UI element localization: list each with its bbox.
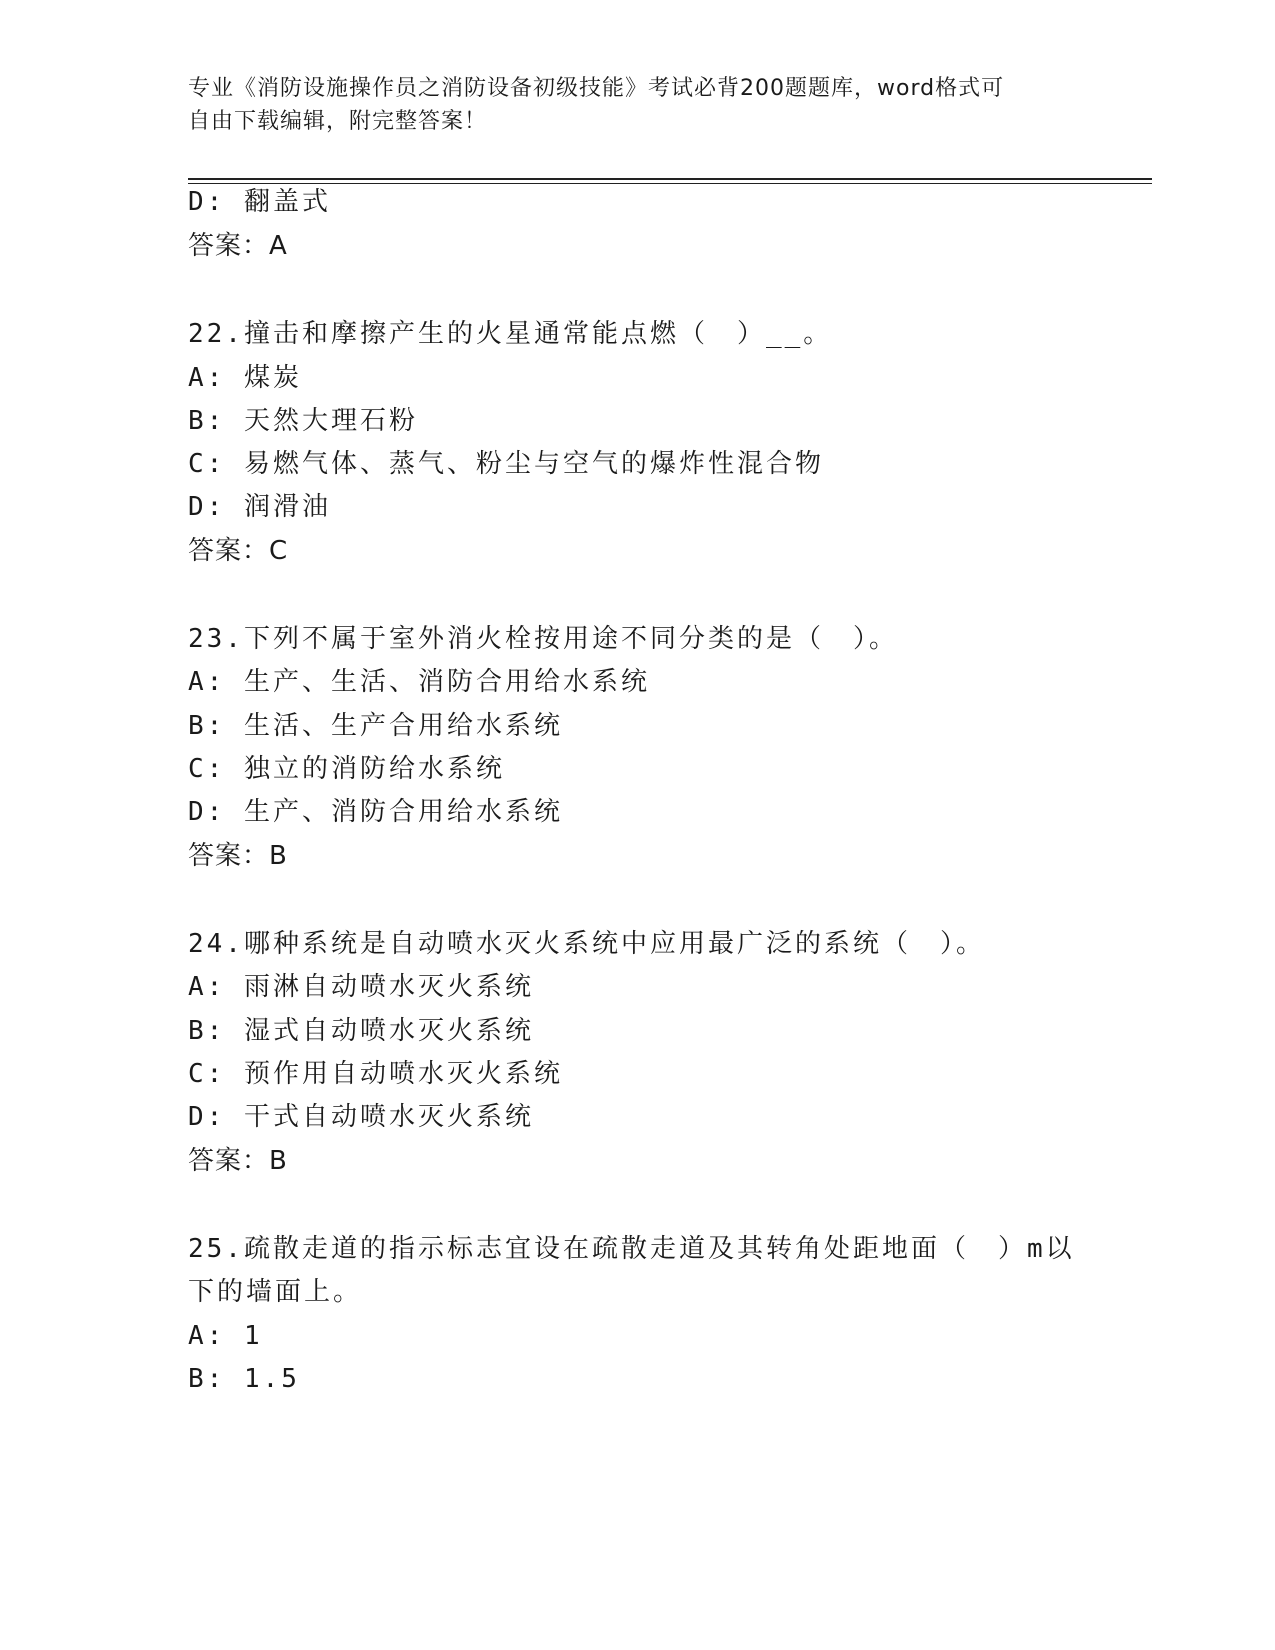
question-23-option-b: B: 生活、生产合用给水系统 (188, 711, 563, 741)
question-24-option-c: C: 预作用自动喷水灭火系统 (188, 1059, 563, 1089)
prev-answer: 答案：A (188, 231, 288, 261)
question-24-answer: 答案：B (188, 1146, 288, 1176)
question-22-option-c: C: 易燃气体、蒸气、粉尘与空气的爆炸性混合物 (188, 449, 824, 479)
question-23-option-a: A: 生产、生活、消防合用给水系统 (188, 667, 650, 697)
question-25-option-a: A: 1 (188, 1321, 263, 1351)
question-24-option-d: D: 干式自动喷水灭火系统 (188, 1102, 534, 1132)
header-line-2: 自由下载编辑，附完整答案！ (188, 109, 488, 134)
question-24-stem: 24.哪种系统是自动喷水灭火系统中应用最广泛的系统（ ）。 (188, 929, 985, 959)
question-23-option-c: C: 独立的消防给水系统 (188, 754, 505, 784)
document-header (188, 72, 1088, 138)
header-divider-thick (188, 178, 1152, 180)
question-24-option-a: A: 雨淋自动喷水灭火系统 (188, 972, 534, 1002)
header-line-1: 专业《消防设施操作员之消防设备初级技能》考试必背200题题库，word格式可 (188, 76, 1005, 101)
question-23-answer: 答案：B (188, 841, 288, 871)
question-25-stem-line-1: 25.疏散走道的指示标志宜设在疏散走道及其转角处距地面（ ）m以 (188, 1234, 1075, 1264)
question-25-stem-line-2: 下的墙面上。 (188, 1277, 363, 1307)
question-22-option-a: A: 煤炭 (188, 363, 302, 393)
question-22-option-d: D: 润滑油 (188, 492, 331, 522)
question-23-stem: 23.下列不属于室外消火栓按用途不同分类的是（ ）。 (188, 624, 898, 654)
question-24-option-b: B: 湿式自动喷水灭火系统 (188, 1016, 534, 1046)
question-25-option-b: B: 1.5 (188, 1364, 300, 1394)
question-23-option-d: D: 生产、消防合用给水系统 (188, 797, 563, 827)
question-22-option-b: B: 天然大理石粉 (188, 406, 418, 436)
header-divider-thin (188, 183, 1152, 184)
question-22-stem: 22.撞击和摩擦产生的火星通常能点燃（ ）__。 (188, 319, 833, 349)
prev-option-d: D: 翻盖式 (188, 187, 331, 217)
question-22-answer: 答案：C (188, 536, 289, 566)
